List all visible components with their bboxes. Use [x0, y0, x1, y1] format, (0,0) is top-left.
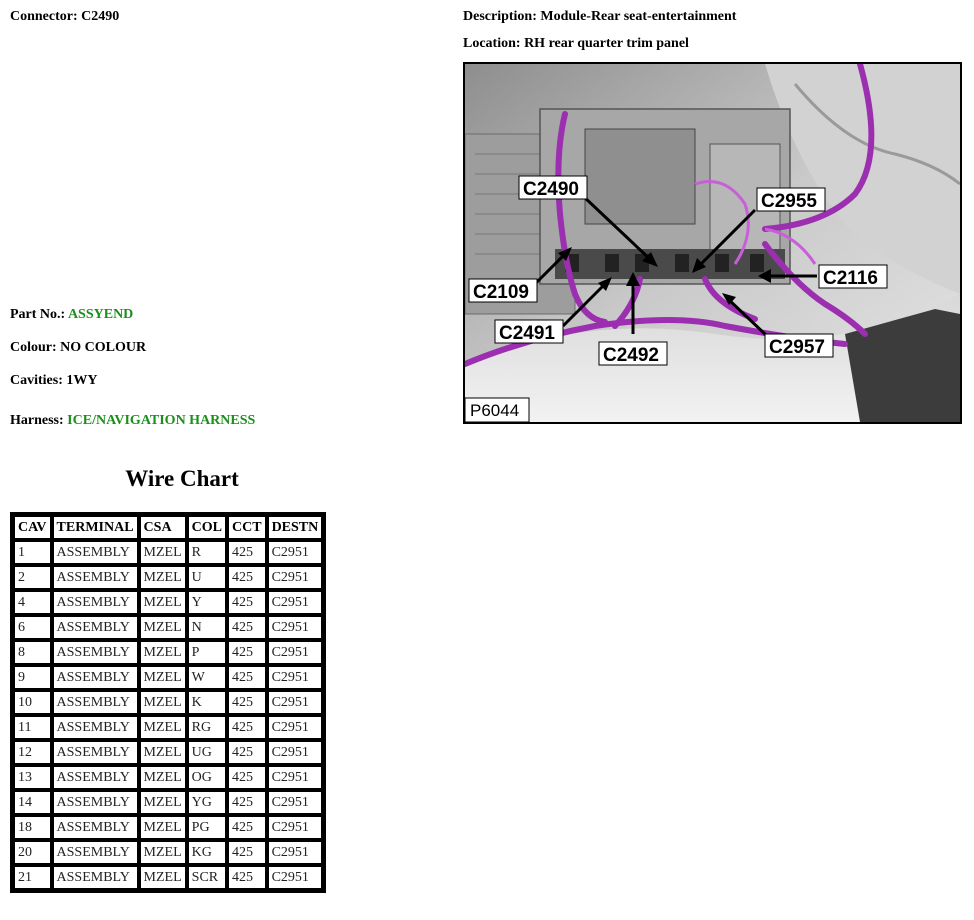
cell-col: K — [188, 691, 226, 714]
cell-terminal: ASSEMBLY — [53, 816, 138, 839]
location-line — [463, 36, 689, 52]
cell-cav: 9 — [14, 666, 51, 689]
column-header-csa: CSA — [140, 516, 186, 539]
cell-csa: MZEL — [140, 616, 186, 639]
description-label: Description: — [463, 9, 537, 24]
cell-destn: C2951 — [268, 616, 323, 639]
cell-terminal: ASSEMBLY — [53, 866, 138, 889]
column-header-cct: CCT — [228, 516, 266, 539]
callout-c2490: C2490 — [523, 179, 579, 200]
colour-label: Colour: — [10, 340, 57, 355]
cavities-line — [10, 373, 98, 389]
cell-cct: 425 — [228, 766, 266, 789]
cell-destn: C2951 — [268, 841, 323, 864]
cell-csa: MZEL — [140, 816, 186, 839]
table-row — [14, 816, 322, 839]
cell-destn: C2951 — [268, 716, 323, 739]
table-row — [14, 591, 322, 614]
cell-cav: 4 — [14, 591, 51, 614]
connector-value: C2490 — [81, 9, 120, 24]
cell-cct: 425 — [228, 816, 266, 839]
description-line — [463, 9, 736, 25]
cell-csa: MZEL — [140, 866, 186, 889]
part-no-line — [10, 307, 133, 323]
cell-cav: 18 — [14, 816, 51, 839]
part-no-value[interactable]: ASSYEND — [67, 307, 134, 322]
cell-col: OG — [188, 766, 226, 789]
column-header-terminal: TERMINAL — [53, 516, 138, 539]
harness-value[interactable]: ICE/NAVIGATION HARNESS — [67, 413, 256, 428]
wire-chart-table — [10, 512, 326, 893]
callout-c2957: C2957 — [769, 337, 825, 358]
cell-col: N — [188, 616, 226, 639]
cell-col: R — [188, 541, 226, 564]
table-header-row — [14, 516, 322, 539]
cell-csa: MZEL — [140, 591, 186, 614]
column-header-cav: CAV — [14, 516, 51, 539]
cell-destn: C2951 — [268, 541, 323, 564]
cell-destn: C2951 — [268, 766, 323, 789]
table-row — [14, 791, 322, 814]
table-row — [14, 691, 322, 714]
cell-cct: 425 — [228, 566, 266, 589]
column-header-destn: DESTN — [268, 516, 323, 539]
cell-col: Y — [188, 591, 226, 614]
cell-col: SCR — [188, 866, 226, 889]
cell-col: UG — [188, 741, 226, 764]
cell-cct: 425 — [228, 791, 266, 814]
location-label: Location: — [463, 36, 521, 51]
part-no-label: Part No.: — [10, 307, 66, 322]
cell-cav: 8 — [14, 641, 51, 664]
callout-c2492: C2492 — [603, 345, 659, 366]
cell-destn: C2951 — [268, 591, 323, 614]
description-value: Module-Rear seat-entertainment — [540, 9, 737, 24]
callout-c2116: C2116 — [823, 268, 878, 289]
cell-cct: 425 — [228, 741, 266, 764]
cell-cct: 425 — [228, 716, 266, 739]
cell-csa: MZEL — [140, 666, 186, 689]
cell-col: U — [188, 566, 226, 589]
cell-csa: MZEL — [140, 791, 186, 814]
cell-destn: C2951 — [268, 791, 323, 814]
table-row — [14, 541, 322, 564]
cell-cav: 11 — [14, 716, 51, 739]
connector-heading — [10, 9, 119, 25]
callout-c2109: C2109 — [473, 282, 529, 303]
cell-cct: 425 — [228, 641, 266, 664]
cell-col: W — [188, 666, 226, 689]
column-header-col: COL — [188, 516, 226, 539]
harness-line — [10, 413, 255, 429]
cell-csa: MZEL — [140, 716, 186, 739]
colour-value: NO COLOUR — [60, 340, 147, 355]
cell-terminal: ASSEMBLY — [53, 541, 138, 564]
cell-terminal: ASSEMBLY — [53, 666, 138, 689]
cell-cav: 6 — [14, 616, 51, 639]
cell-terminal: ASSEMBLY — [53, 641, 138, 664]
figure-id: P6044 — [470, 401, 520, 420]
table-row — [14, 741, 322, 764]
table-row — [14, 641, 322, 664]
cell-cav: 10 — [14, 691, 51, 714]
cell-destn: C2951 — [268, 816, 323, 839]
table-row — [14, 766, 322, 789]
cell-csa: MZEL — [140, 841, 186, 864]
cell-cct: 425 — [228, 841, 266, 864]
cell-destn: C2951 — [268, 741, 323, 764]
cavities-value: 1WY — [66, 373, 98, 388]
cell-col: KG — [188, 841, 226, 864]
cell-destn: C2951 — [268, 566, 323, 589]
cell-terminal: ASSEMBLY — [53, 716, 138, 739]
cell-col: PG — [188, 816, 226, 839]
table-row — [14, 866, 322, 889]
cell-cav: 20 — [14, 841, 51, 864]
cell-destn: C2951 — [268, 866, 323, 889]
connector-location-figure — [463, 62, 962, 424]
cell-terminal: ASSEMBLY — [53, 741, 138, 764]
cell-cct: 425 — [228, 691, 266, 714]
cell-terminal: ASSEMBLY — [53, 791, 138, 814]
table-row — [14, 716, 322, 739]
cell-csa: MZEL — [140, 541, 186, 564]
location-value: RH rear quarter trim panel — [524, 36, 689, 51]
cell-csa: MZEL — [140, 691, 186, 714]
cell-cct: 425 — [228, 591, 266, 614]
cell-cav: 14 — [14, 791, 51, 814]
table-row — [14, 566, 322, 589]
callout-c2491: C2491 — [499, 323, 555, 344]
table-row — [14, 666, 322, 689]
cell-cav: 2 — [14, 566, 51, 589]
cell-cav: 13 — [14, 766, 51, 789]
cell-terminal: ASSEMBLY — [53, 841, 138, 864]
cell-terminal: ASSEMBLY — [53, 766, 138, 789]
cell-terminal: ASSEMBLY — [53, 616, 138, 639]
cell-cav: 21 — [14, 866, 51, 889]
cell-csa: MZEL — [140, 766, 186, 789]
connector-label: Connector: — [10, 9, 78, 24]
cell-cav: 12 — [14, 741, 51, 764]
cavities-label: Cavities: — [10, 373, 63, 388]
cell-terminal: ASSEMBLY — [53, 591, 138, 614]
cell-destn: C2951 — [268, 691, 323, 714]
table-row — [14, 841, 322, 864]
callout-c2955: C2955 — [761, 191, 817, 212]
table-row — [14, 616, 322, 639]
cell-cav: 1 — [14, 541, 51, 564]
cell-csa: MZEL — [140, 641, 186, 664]
colour-line — [10, 340, 146, 356]
cell-csa: MZEL — [140, 566, 186, 589]
cell-col: RG — [188, 716, 226, 739]
cell-cct: 425 — [228, 541, 266, 564]
cell-cct: 425 — [228, 616, 266, 639]
cell-cct: 425 — [228, 866, 266, 889]
harness-label: Harness: — [10, 413, 64, 428]
cell-csa: MZEL — [140, 741, 186, 764]
cell-destn: C2951 — [268, 641, 323, 664]
cell-col: P — [188, 641, 226, 664]
wire-chart-title: Wire Chart — [125, 466, 239, 491]
cell-terminal: ASSEMBLY — [53, 691, 138, 714]
cell-terminal: ASSEMBLY — [53, 566, 138, 589]
cell-cct: 425 — [228, 666, 266, 689]
cell-destn: C2951 — [268, 666, 323, 689]
cell-col: YG — [188, 791, 226, 814]
